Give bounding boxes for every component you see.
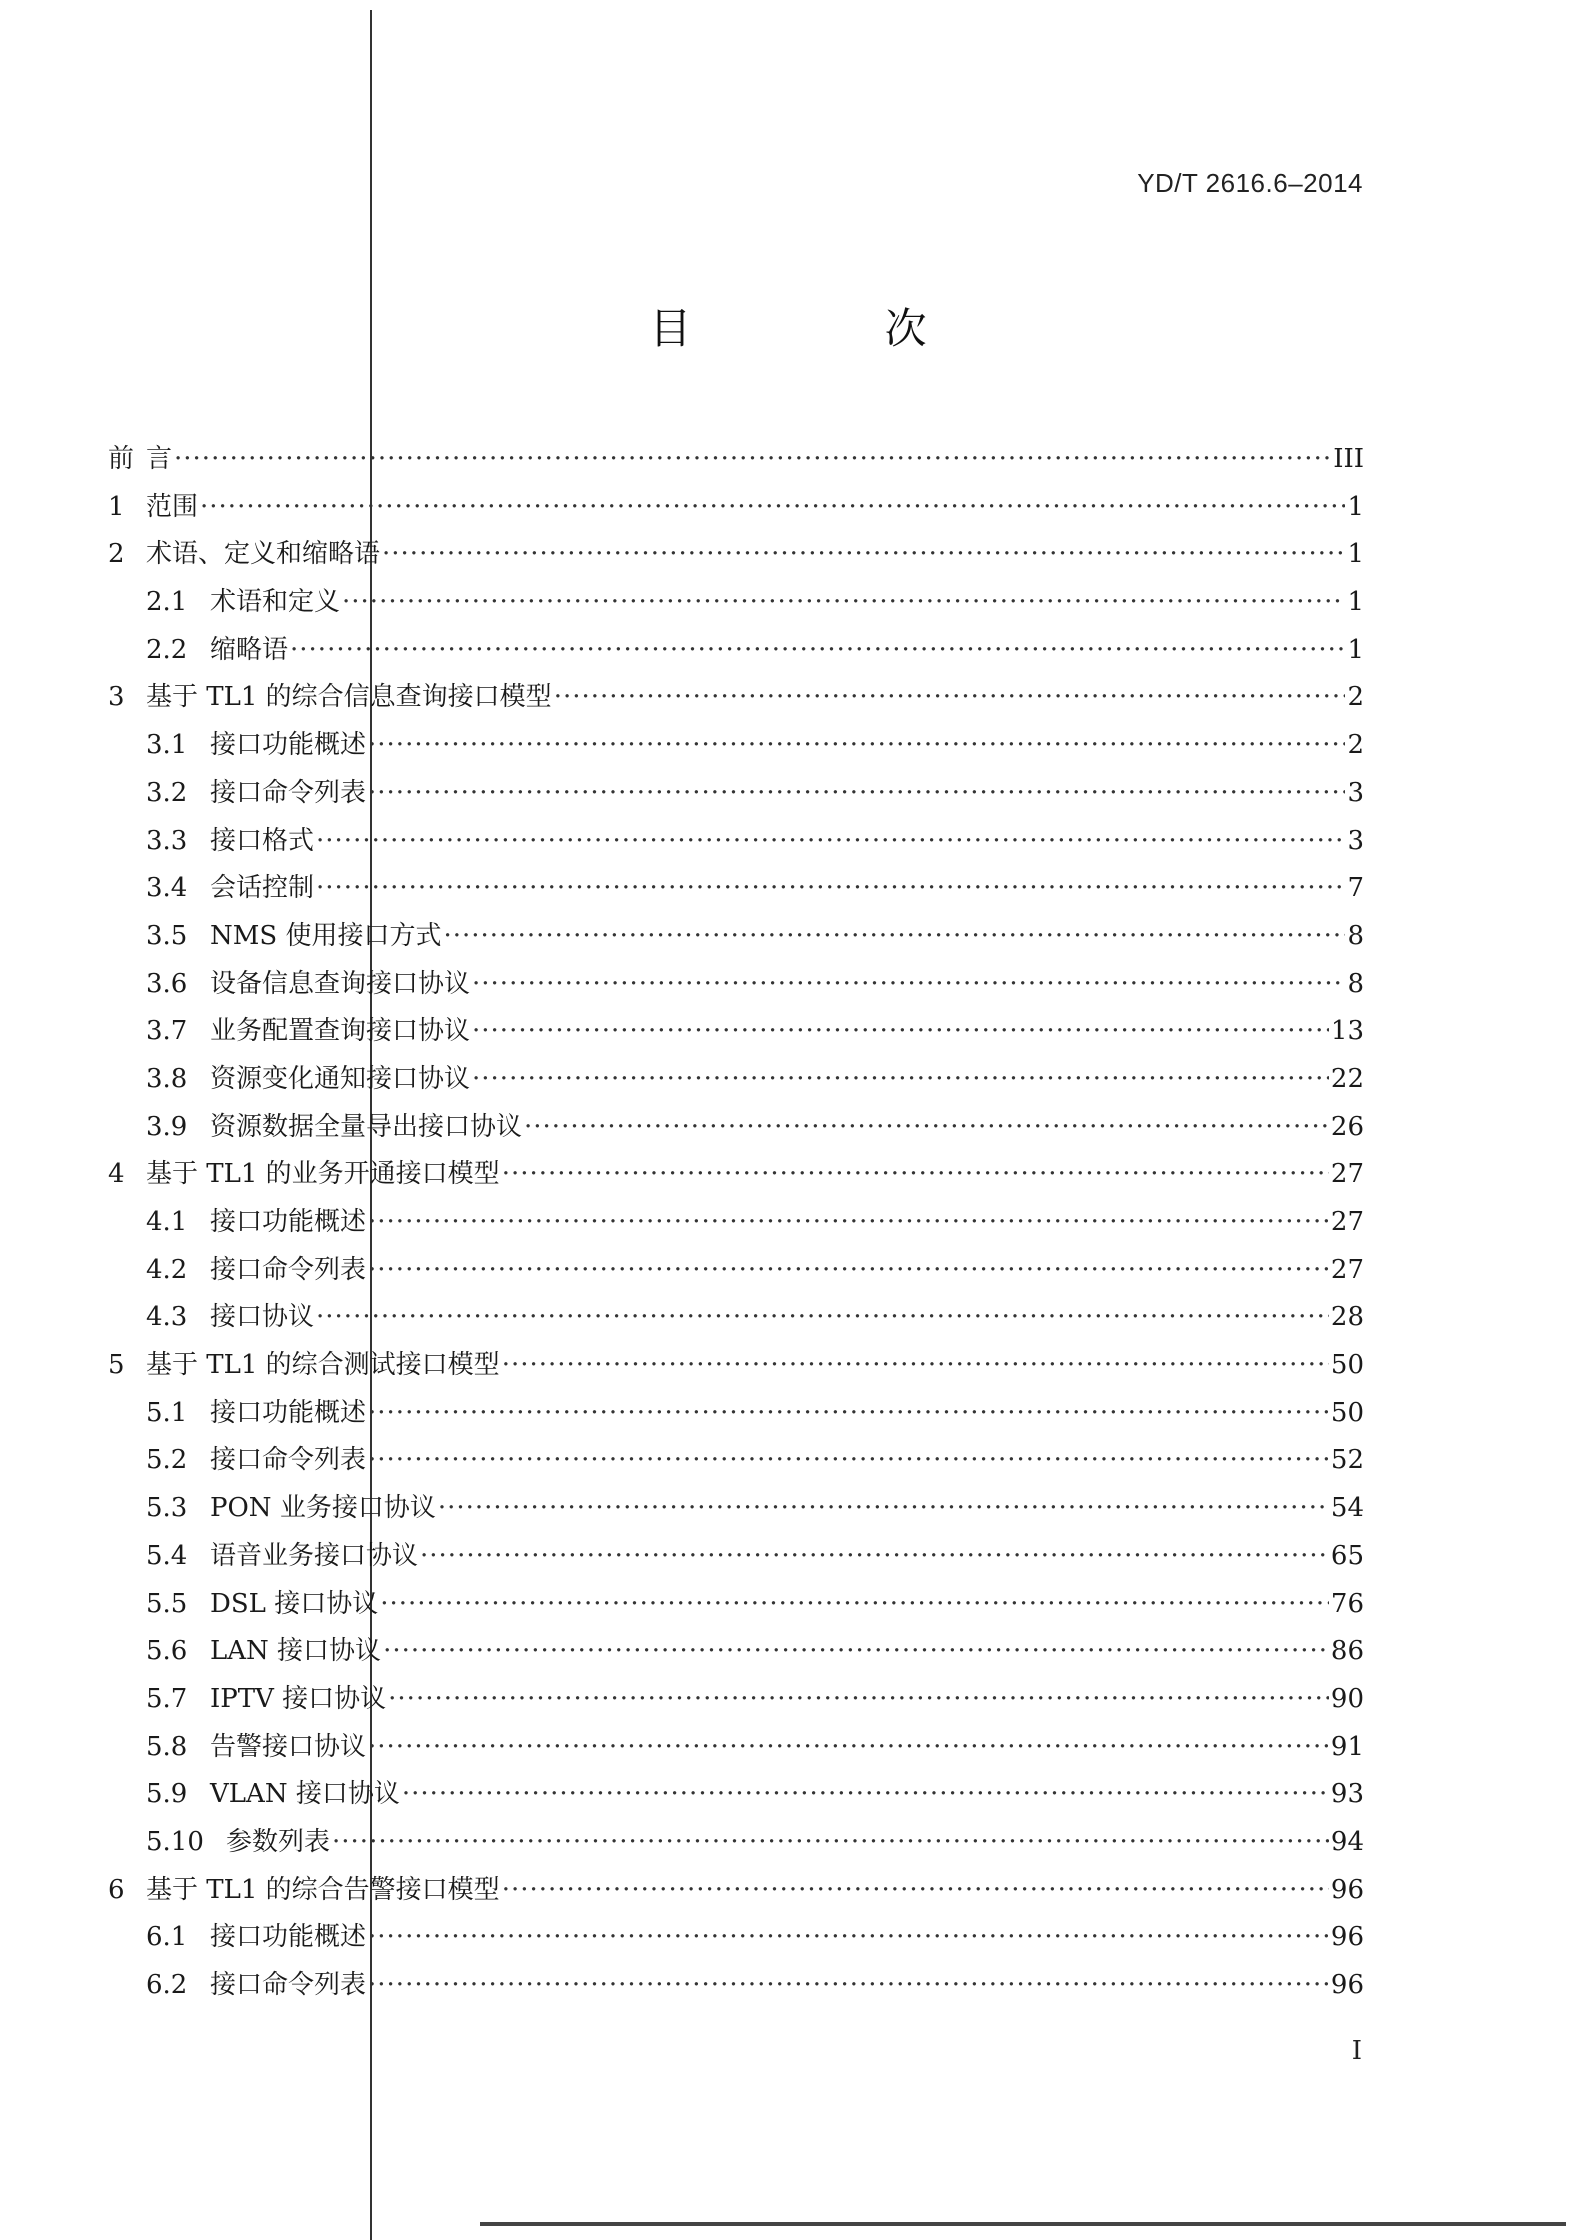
toc-entry-page: 1 [1347, 539, 1364, 570]
toc-dot-leader [502, 1151, 1329, 1199]
toc-entry[interactable] [108, 1581, 1364, 1629]
toc-entry-title: 设备信息查询接口协议 [210, 968, 471, 999]
toc-entry-number: 4 [108, 1159, 125, 1190]
toc-entry[interactable] [108, 484, 1364, 532]
toc-entry-number: 2.2 [146, 634, 188, 665]
toc-entry-number: 前 [108, 444, 135, 474]
toc-entry-number: 5.5 [146, 1588, 188, 1619]
toc-dot-leader [380, 1581, 1329, 1629]
toc-entry-number: 6.2 [146, 1970, 188, 2000]
toc-dot-leader [472, 961, 1345, 1009]
toc-entry-page: 96 [1330, 1922, 1364, 1953]
toc-entry-title: 参数列表 [226, 1826, 331, 1857]
toc-entry[interactable] [108, 1390, 1364, 1438]
toc-entry-page: 2 [1347, 730, 1364, 761]
toc-entry-page: 8 [1347, 920, 1364, 951]
toc-entry[interactable] [108, 1962, 1364, 2010]
page-title: 目 次 [649, 304, 1017, 353]
toc-dot-leader [420, 1533, 1329, 1581]
toc-entry-title: 接口功能概述 [210, 1397, 367, 1428]
toc-dot-leader [368, 1247, 1329, 1295]
toc-entry-title: 业务配置查询接口协议 [210, 1016, 471, 1047]
toc-entry[interactable] [108, 1104, 1364, 1152]
toc-entry-number: 5.9 [146, 1779, 188, 1810]
toc-entry-title: LAN 接口协议 [210, 1636, 382, 1667]
toc-entry[interactable] [108, 1151, 1364, 1199]
toc-entry-number: 3.1 [146, 730, 188, 761]
toc-dot-leader [402, 1771, 1329, 1819]
toc-entry-title: 资源数据全量导出接口协议 [210, 1111, 523, 1142]
toc-dot-leader [382, 531, 1345, 579]
toc-dot-leader [332, 1819, 1329, 1867]
toc-dot-leader [502, 1867, 1329, 1915]
toc-entry-number: 3 [108, 682, 125, 713]
toc-entry-title: PON 业务接口协议 [210, 1493, 436, 1524]
toc-dot-leader [472, 1056, 1329, 1104]
toc-entry[interactable] [108, 1819, 1364, 1867]
toc-entry-page: 22 [1330, 1063, 1364, 1094]
toc-entry-page: 27 [1330, 1254, 1364, 1285]
toc-entry[interactable] [108, 722, 1364, 770]
toc-entry-title: 接口功能概述 [210, 730, 367, 761]
toc-entry-page: 65 [1330, 1540, 1364, 1571]
toc-entry-title: 范围 [146, 491, 199, 522]
toc-entry-page: 2 [1347, 682, 1364, 713]
toc-entry[interactable] [108, 1342, 1364, 1390]
toc-entry-number: 5.6 [146, 1636, 188, 1667]
toc-entry-number: 5 [108, 1350, 125, 1381]
toc-dot-leader [316, 1294, 1329, 1342]
toc-entry-number: 3.3 [146, 825, 188, 856]
toc-entry-title: 基于 TL1 的业务开通接口模型 [146, 1159, 500, 1190]
toc-entry-page: 3 [1347, 825, 1364, 856]
toc-entry-title: 告警接口协议 [210, 1731, 367, 1762]
toc-entry-title: 资源变化通知接口协议 [210, 1063, 471, 1094]
table-of-contents [108, 436, 1364, 2010]
toc-entry-title: 基于 TL1 的综合告警接口模型 [146, 1874, 500, 1905]
toc-entry-title: 接口命令列表 [210, 1970, 367, 2000]
toc-entry-title: 基于 TL1 的综合测试接口模型 [146, 1350, 500, 1381]
toc-entry-title: 接口协议 [210, 1302, 315, 1333]
toc-entry-title: 语音业务接口协议 [210, 1540, 419, 1571]
toc-entry[interactable] [108, 1676, 1364, 1724]
toc-entry-number: 3.9 [146, 1111, 188, 1142]
toc-entry-number: 5.1 [146, 1397, 188, 1428]
toc-dot-leader [438, 1485, 1329, 1533]
toc-entry[interactable] [108, 674, 1364, 722]
toc-entry-number: 4.2 [146, 1254, 188, 1285]
toc-entry-title: 接口功能概述 [210, 1922, 367, 1953]
toc-entry[interactable] [108, 1008, 1364, 1056]
toc-entry-page: 50 [1330, 1397, 1364, 1428]
toc-dot-leader [290, 627, 1345, 675]
toc-entry-title: VLAN 接口协议 [210, 1779, 400, 1810]
toc-entry-number: 3.7 [146, 1016, 188, 1047]
toc-entry-page: 90 [1330, 1683, 1364, 1714]
toc-dot-leader [200, 484, 1345, 532]
toc-dot-leader [443, 913, 1345, 961]
toc-entry-title: 缩略语 [210, 634, 289, 665]
toc-entry-page: 50 [1330, 1350, 1364, 1381]
toc-entry-page: 8 [1347, 968, 1364, 999]
toc-entry[interactable] [108, 1867, 1364, 1915]
toc-entry[interactable] [108, 1724, 1364, 1772]
toc-dot-leader [383, 1628, 1329, 1676]
toc-entry-page: 54 [1330, 1493, 1364, 1524]
toc-entry-page: 3 [1347, 777, 1364, 808]
toc-entry[interactable] [108, 913, 1364, 961]
toc-entry-page: 96 [1330, 1874, 1364, 1905]
toc-entry[interactable] [108, 1247, 1364, 1295]
toc-entry-page: III [1333, 444, 1364, 474]
toc-entry-title: DSL 接口协议 [210, 1588, 379, 1619]
toc-entry-title: 接口命令列表 [210, 1254, 367, 1285]
toc-entry-title: 接口格式 [210, 825, 315, 856]
toc-entry[interactable] [108, 1294, 1364, 1342]
toc-entry[interactable] [108, 818, 1364, 866]
toc-entry-title: 接口功能概述 [210, 1207, 367, 1237]
toc-dot-leader [342, 579, 1345, 627]
toc-dot-leader [368, 1962, 1329, 2010]
toc-dot-leader [368, 770, 1345, 818]
toc-entry-page: 1 [1347, 491, 1364, 522]
toc-entry[interactable] [108, 961, 1364, 1009]
toc-dot-leader [368, 722, 1345, 770]
toc-entry-page: 26 [1330, 1111, 1364, 1142]
toc-entry[interactable] [108, 1533, 1364, 1581]
toc-dot-leader [316, 818, 1345, 866]
toc-entry[interactable] [108, 579, 1364, 627]
toc-entry-title: 基于 TL1 的综合信息查询接口模型 [146, 682, 552, 713]
toc-entry-number: 5.10 [146, 1826, 204, 1857]
toc-entry-title: 术语和定义 [210, 587, 341, 618]
toc-entry[interactable] [108, 627, 1364, 675]
toc-dot-leader [554, 674, 1346, 722]
toc-entry-number: 3.5 [146, 920, 188, 951]
toc-entry-number: 5.7 [146, 1683, 188, 1714]
toc-dot-leader [368, 1914, 1329, 1962]
toc-entry-number: 3.6 [146, 968, 188, 999]
toc-entry-title: IPTV 接口协议 [210, 1683, 387, 1714]
toc-entry[interactable] [108, 1914, 1364, 1962]
toc-entry-number: 4.1 [146, 1207, 188, 1237]
toc-entry-page: 86 [1330, 1636, 1364, 1667]
toc-entry-number: 4.3 [146, 1302, 188, 1333]
toc-entry-number: 5.8 [146, 1731, 188, 1762]
toc-entry-number: 6.1 [146, 1922, 188, 1953]
toc-dot-leader [502, 1342, 1329, 1390]
toc-entry-number: 2.1 [146, 587, 188, 618]
toc-entry-page: 27 [1330, 1159, 1364, 1190]
bottom-edge-rule [480, 2222, 1566, 2226]
toc-entry[interactable] [108, 436, 1364, 484]
toc-entry-number: 3.4 [146, 873, 188, 904]
toc-entry[interactable] [108, 1628, 1364, 1676]
toc-entry-title: 术语、定义和缩略语 [146, 539, 381, 570]
toc-entry-page: 7 [1347, 873, 1364, 904]
toc-entry[interactable] [108, 1056, 1364, 1104]
toc-entry[interactable] [108, 1485, 1364, 1533]
toc-entry-number: 5.2 [146, 1445, 188, 1476]
toc-dot-leader [368, 1390, 1329, 1438]
toc-entry-page: 13 [1330, 1016, 1364, 1047]
toc-entry-title: 言 [146, 444, 173, 474]
toc-entry-title: 接口命令列表 [210, 777, 367, 808]
toc-entry-title: NMS 使用接口方式 [210, 920, 442, 951]
toc-entry[interactable] [108, 865, 1364, 913]
toc-entry-number: 3.8 [146, 1063, 188, 1094]
toc-entry-number: 1 [108, 491, 125, 522]
toc-entry-page: 76 [1330, 1588, 1364, 1619]
toc-dot-leader [368, 1437, 1329, 1485]
toc-entry-title: 会话控制 [210, 873, 315, 904]
toc-entry-title: 接口命令列表 [210, 1445, 367, 1476]
toc-entry-number: 5.3 [146, 1493, 188, 1524]
toc-dot-leader [368, 1724, 1329, 1772]
toc-entry[interactable] [108, 531, 1364, 579]
toc-dot-leader [316, 865, 1345, 913]
toc-entry[interactable] [108, 1199, 1364, 1247]
toc-entry-page: 93 [1330, 1779, 1364, 1810]
toc-dot-leader [524, 1104, 1329, 1152]
toc-entry[interactable] [108, 1771, 1364, 1819]
toc-dot-leader [368, 1199, 1329, 1247]
toc-dot-leader [388, 1676, 1329, 1724]
toc-entry-page: 1 [1347, 587, 1364, 618]
toc-entry-number: 5.4 [146, 1540, 188, 1571]
page-number: I [1351, 2036, 1362, 2066]
toc-entry-page: 91 [1330, 1731, 1364, 1762]
toc-entry-number: 6 [108, 1874, 125, 1905]
standard-code: YD/T 2616.6–2014 [1137, 168, 1363, 198]
toc-entry-number: 3.2 [146, 777, 188, 808]
toc-entry[interactable] [108, 770, 1364, 818]
toc-entry[interactable] [108, 1437, 1364, 1485]
toc-entry-number: 2 [108, 539, 125, 570]
toc-entry-page: 1 [1347, 634, 1364, 665]
toc-entry-page: 52 [1330, 1445, 1364, 1476]
toc-dot-leader [174, 436, 1331, 484]
toc-entry-page: 94 [1330, 1826, 1364, 1857]
toc-entry-page: 96 [1330, 1970, 1364, 2000]
toc-dot-leader [472, 1008, 1329, 1056]
toc-entry-page: 28 [1330, 1302, 1364, 1333]
toc-entry-page: 27 [1330, 1207, 1364, 1237]
